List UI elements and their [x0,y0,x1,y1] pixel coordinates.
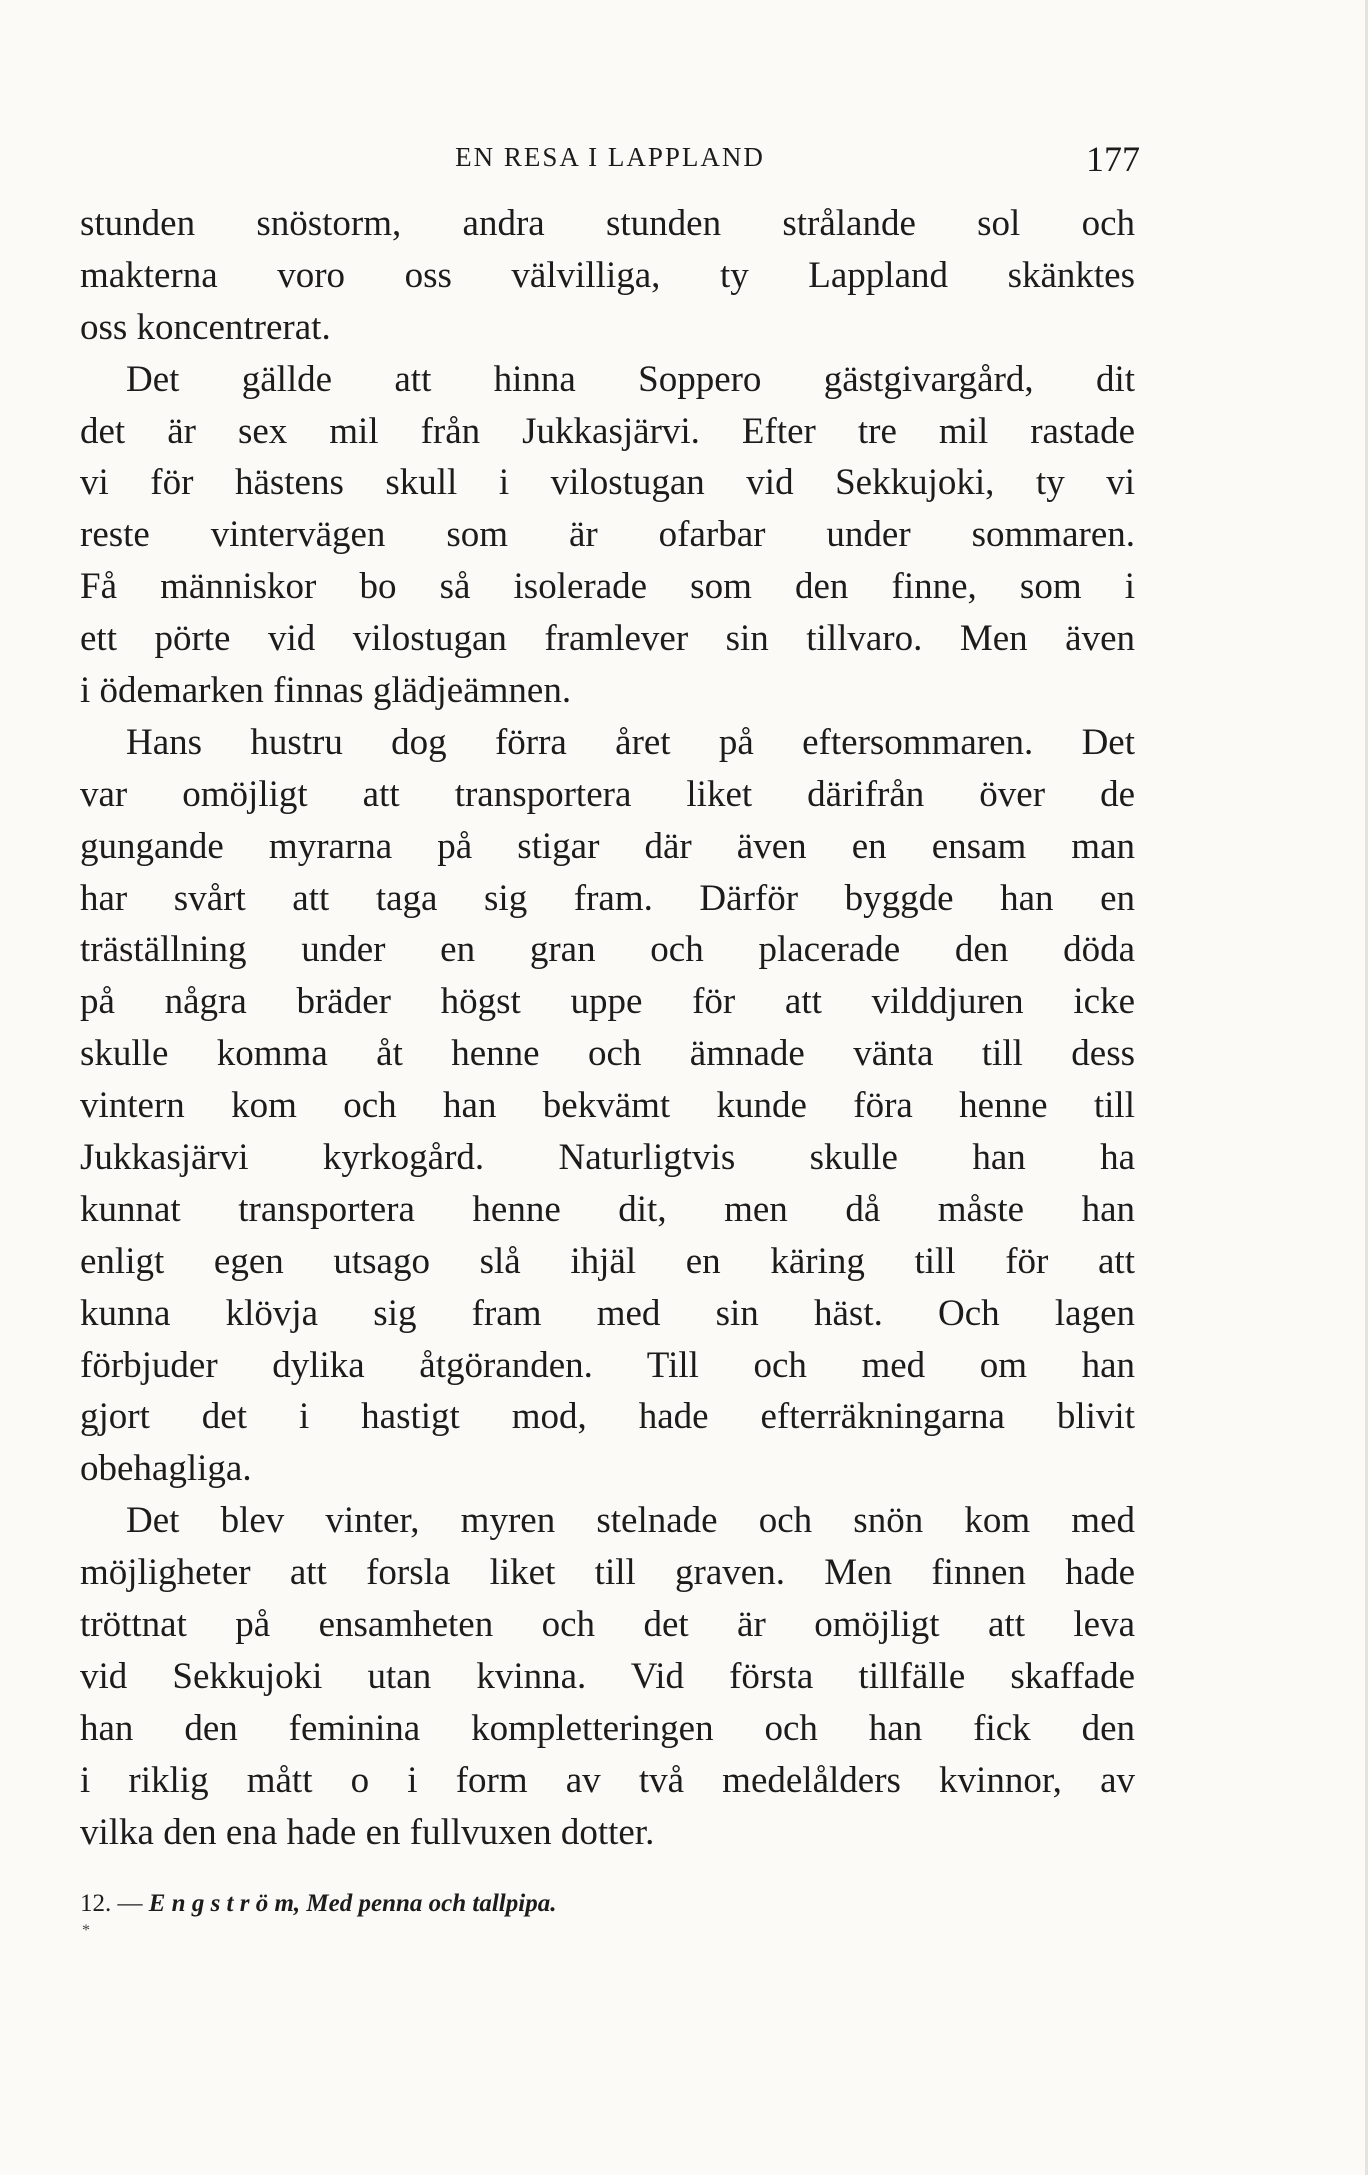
text-line: har svårt att taga sig fram. Därför byggde han en [80,877,1135,919]
page-number: 177 [1086,139,1140,179]
text-line: kunna klövja sig fram med sin häst. Och lagen [80,1292,1135,1334]
text-line: Få människor bo så isolerade som den finne, som i [80,566,1135,608]
text-line: träställning under en gran och placerade den döda [80,929,1135,971]
text-line: på några bräder högst uppe för att vilddjuren icke [80,981,1135,1023]
text-line: oss koncentrerat. [80,306,331,348]
text-line: gjort det i hastigt mod, hade efterräkningarna blivit [80,1396,1135,1438]
text-line: i riklig mått o i form av två medelålders kvinnor, av [80,1759,1135,1801]
running-title: EN RESA I LAPPLAND [455,142,765,172]
text-line: reste vintervägen som är ofarbar under sommaren. [80,514,1135,556]
signature-dash: — [111,1890,149,1917]
text-line: Det blev vinter, myren stelnade och snön kom med [126,1500,1135,1542]
footer-work-title: E n g s t r ö m, Med penna och tallpipa. [148,1890,557,1917]
text-line: gungande myrarna på stigar där även en ensam man [80,825,1135,867]
text-line: ett pörte vid vilostugan framlever sin tillvaro. Men även [80,618,1135,660]
signature-footer [80,1890,556,1918]
text-line: möjligheter att forsla liket till graven. Men finnen hade [80,1552,1135,1594]
signature-mark: * [82,1922,90,1939]
body-text [80,198,1135,1859]
text-line: var omöjligt att transportera liket därifrån över de [80,773,1135,815]
text-line: i ödemarken finnas glädjeämnen. [80,670,572,712]
text-line: vintern kom och han bekvämt kunde föra henne till [80,1085,1135,1127]
text-line: enligt egen utsago slå ihjäl en käring till för att [80,1240,1135,1282]
text-line: han den feminina kompletteringen och han fick den [80,1707,1135,1749]
text-line: vilka den ena hade en fullvuxen dotter. [80,1811,655,1853]
text-line: tröttnat på ensamheten och det är omöjligt att leva [80,1604,1135,1646]
text-line: makterna voro oss välvilliga, ty Lappland skänktes [80,254,1135,296]
text-line: stunden snöstorm, andra stunden strålande sol och [80,203,1135,244]
text-line: Det gällde att hinna Soppero gästgivargård, dit [126,358,1135,400]
text-line: skulle komma åt henne och ämnade vänta till dess [80,1033,1135,1075]
text-line: vi för hästens skull i vilostugan vid Sekkujoki, ty vi [80,462,1135,504]
signature-number: 12. [80,1890,112,1917]
text-line: vid Sekkujoki utan kvinna. Vid första tillfälle skaffade [80,1655,1135,1697]
text-line: kunnat transportera henne dit, men då måste han [80,1188,1135,1230]
running-head [80,138,1140,178]
text-line: Jukkasjärvi kyrkogård. Naturligtvis skulle han ha [80,1137,1135,1179]
text-line: obehagliga. [80,1448,252,1490]
text-line: Hans hustru dog förra året på eftersommaren. Det [126,721,1135,763]
text-line: det är sex mil från Jukkasjärvi. Efter tre mil rastade [80,410,1135,452]
text-line: förbjuder dylika åtgöranden. Till och med om han [80,1344,1135,1386]
